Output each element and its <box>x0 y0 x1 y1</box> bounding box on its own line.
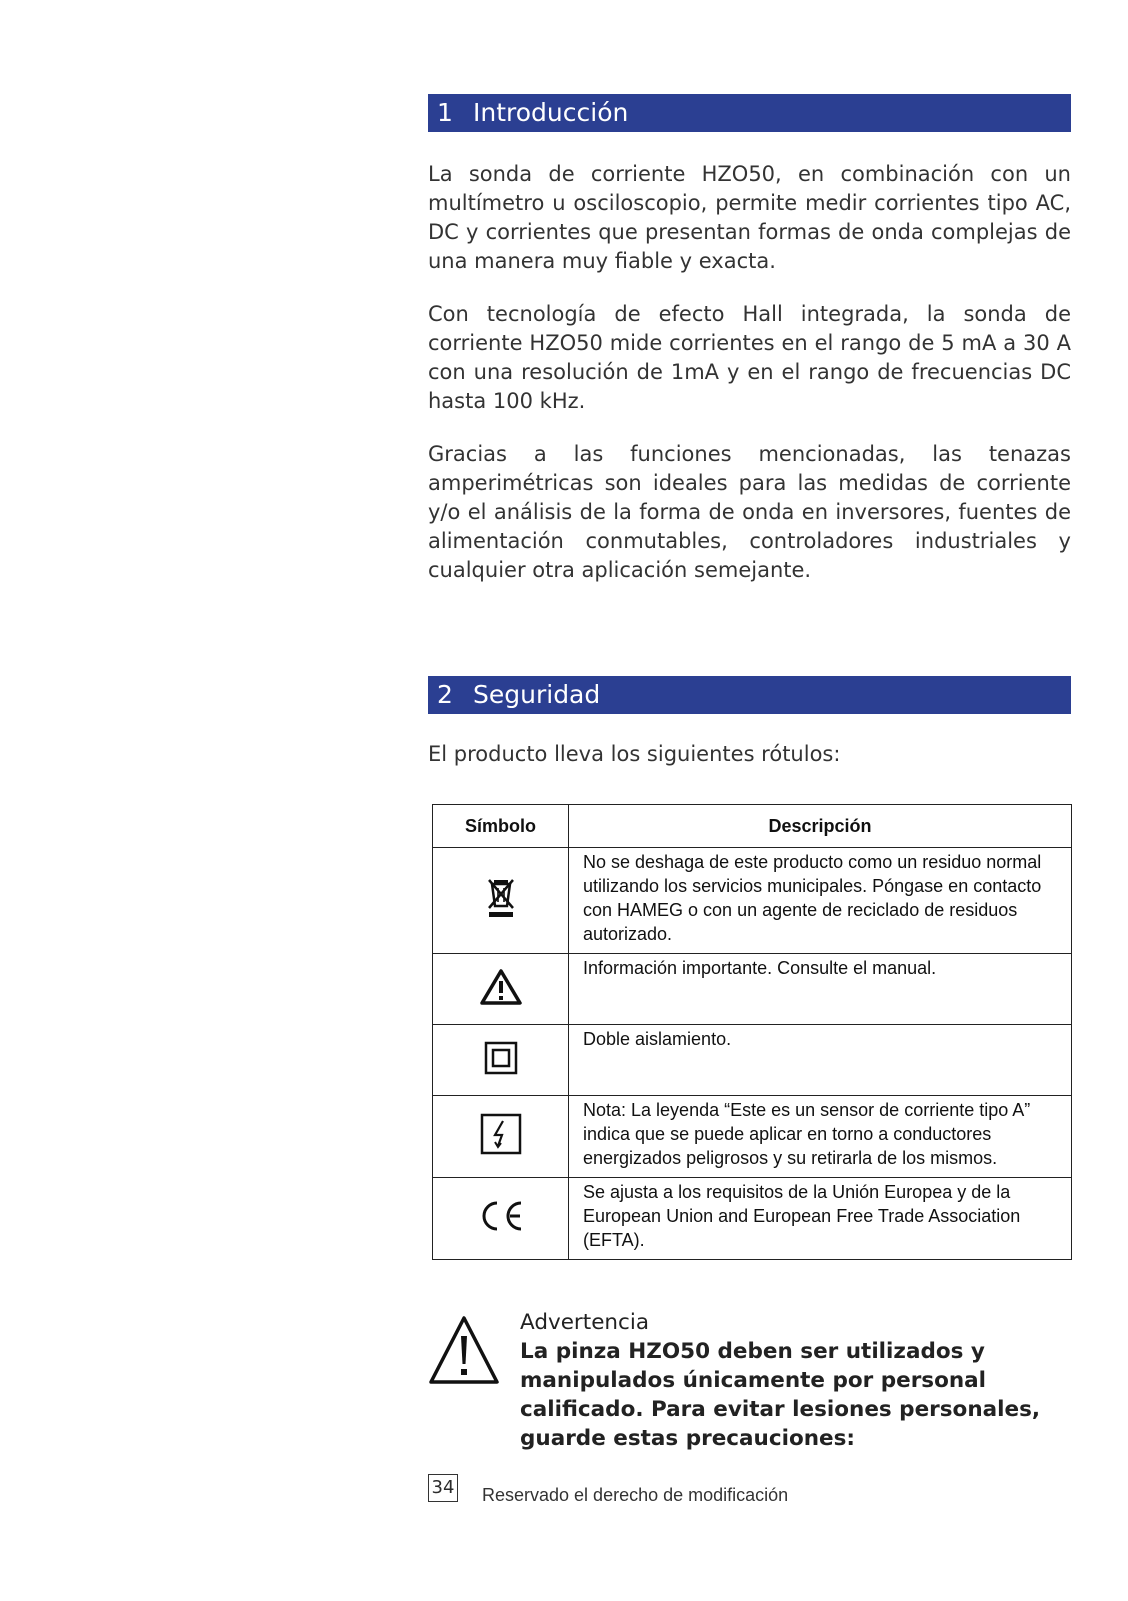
ce-mark-icon <box>477 1199 525 1233</box>
section-number: 1 <box>437 98 453 127</box>
intro-paragraph-2: Con tecnología de efecto Hall integrada, la sonda de corriente HZO50 mide corrientes en el rango de 5 mA a 30 A con una resolución de 1mA y en el rango de frecuencias DC hasta 100 kHz. <box>428 302 1071 413</box>
table-row <box>433 954 1072 1025</box>
crossed-bin-icon <box>486 876 516 920</box>
table-row <box>433 1025 1072 1096</box>
table-row <box>433 848 1072 954</box>
description-cell: No se deshaga de este producto como un residuo normal utilizando los servicios municipales. Póngase en contacto con HAMEG o con un agente de reciclado de residuos autorizado. <box>569 848 1072 954</box>
section-title: Seguridad <box>473 680 601 709</box>
warning-title: Advertencia <box>520 1310 650 1335</box>
description-cell: Se ajusta a los requisitos de la Unión Europea y de la European Union and European Free Trade Association (EFTA). <box>569 1178 1072 1260</box>
description-cell: Nota: La leyenda “Este es un sensor de corriente tipo A” indica que se puede aplicar en torno a conductores energizados peligrosos y su retirarla de los mismos. <box>569 1096 1072 1178</box>
column-header-description: Descripción <box>569 805 1072 848</box>
symbol-cell <box>433 1178 569 1260</box>
safety-intro: El producto lleva los siguientes rótulos: <box>428 742 841 766</box>
symbol-cell <box>433 1025 569 1096</box>
table-row <box>433 1096 1072 1178</box>
warning-block <box>520 1308 1080 1453</box>
section-header-introduccion <box>428 94 1071 132</box>
description-cell: Información importante. Consulte el manual. <box>569 954 1072 1025</box>
symbols-table <box>432 804 1072 1260</box>
symbol-cell <box>433 1096 569 1178</box>
table-header-row <box>433 805 1072 848</box>
double-insulation-icon <box>484 1041 518 1075</box>
section-title: Introducción <box>473 98 629 127</box>
symbol-cell <box>433 848 569 954</box>
warning-body: La pinza HZO50 deben ser utilizados y manipulados únicamente por personal calificado. Para evitar lesiones personales, guarde estas precauciones: <box>520 1339 1041 1451</box>
column-header-symbol: Símbolo <box>433 805 569 848</box>
intro-paragraph-3: Gracias a las funciones mencionadas, las tenazas amperimétricas son ideales para las medidas de corriente y/o el análisis de la forma de onda en inversores, fuentes de alimentación conmutables, controladores industriales y cualquier otra aplicación semejante. <box>428 442 1071 582</box>
symbol-cell <box>433 954 569 1025</box>
section-header-seguridad <box>428 676 1071 714</box>
warning-triangle-icon <box>479 968 523 1006</box>
page-number: 34 <box>428 1474 458 1502</box>
footer-note: Reservado el derecho de modificación <box>482 1485 789 1505</box>
section-number: 2 <box>437 680 453 709</box>
table-row <box>433 1178 1072 1260</box>
intro-paragraph-1: La sonda de corriente HZO50, en combinación con un multímetro u osciloscopio, permite medir corrientes tipo AC, DC y corrientes que presentan formas de onda complejas de una manera muy fiable y exacta. <box>428 162 1071 273</box>
high-voltage-icon <box>480 1113 522 1155</box>
warning-triangle-icon <box>428 1314 500 1386</box>
description-cell: Doble aislamiento. <box>569 1025 1072 1096</box>
